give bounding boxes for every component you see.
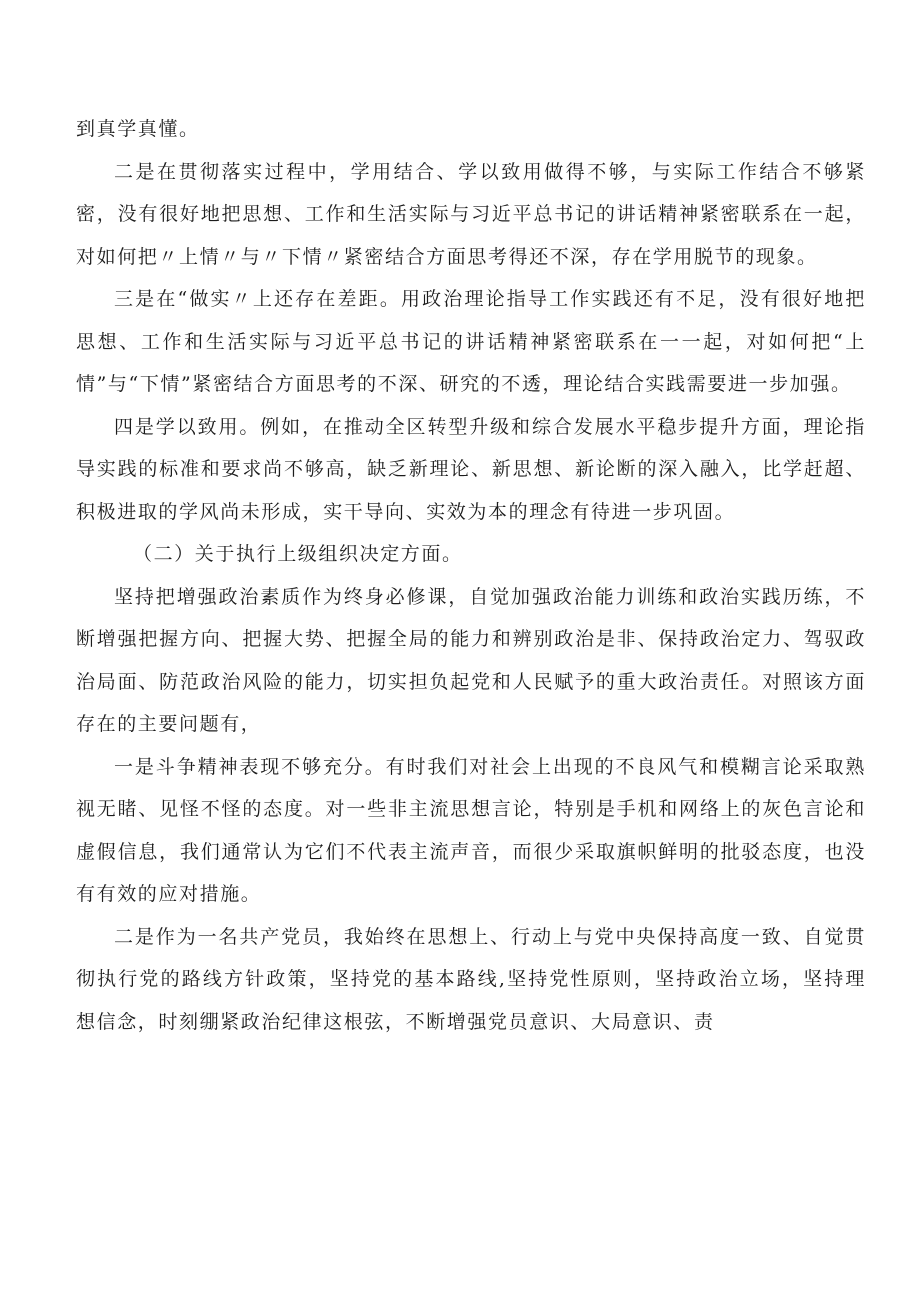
paragraph-point-four: 四是学以致用。例如，在推动全区转型升级和综合发展水平稳步提升方面，理论指导实践的标准和要求尚不够高，缺乏新理论、新思想、新论断的深入融入，比学赶超、积极进取的学风尚未形成，实干导向、实效为本的理念有待进一步巩固。: [76, 415, 866, 523]
section-heading: （二）关于执行上级组织决定方面。: [133, 543, 463, 565]
paragraph-point-three: 三是在“做实〃上还存在差距。用政治理论指导工作实践还有不足，没有很好地把思想、工作和生活实际与习近平总书记的讲话精神紧密联系在一一起，对如何把“上情”与“下情”紧密结合方面思考的不深、研究的不透，理论结合实践需要进一步加强。: [76, 288, 866, 395]
paragraph-point-two: 二是在贯彻落实过程中，学用结合、学以致用做得不够，与实际工作结合不够紧密，没有很好地把思想、工作和生活实际与习近平总书记的讲话精神紧密联系在一起，对如何把〃上情〃与〃下情〃紧密结合方面思考得还不深，存在学用脱节的现象。: [76, 160, 866, 268]
paragraph-issue-one: 一是斗争精神表现不够充分。有时我们对社会上出现的不良风气和模糊言论采取熟视无睹、见怪不怪的态度。对一些非主流思想言论，特别是手机和网络上的灰色言论和虚假信息，我们通常认为它们不代表主流声音，而很少采取旗帜鲜明的批驳态度，也没有有效的应对措施。: [76, 755, 866, 905]
paragraph-section-intro: 坚持把增强政治素质作为终身必修课，自觉加强政治能力训练和政治实践历练，不断增强把握方向、把握大势、把握全局的能力和辨别政治是非、保持政治定力、驾驭政治局面、防范政治风险的能力，切实担负起党和人民赋予的重大政治责任。对照该方面存在的主要问题有，: [76, 585, 866, 735]
paragraph-issue-two: 二是作为一名共产党员，我始终在思想上、行动上与党中央保持高度一致、自觉贯彻执行党的路线方针政策，坚持党的基本路线,坚持党性原则，坚持政治立场，坚持理想信念，时刻绷紧政治纪律这根弦，不断增强党员意识、大局意识、责: [76, 925, 866, 1033]
document-body: [76, 108, 866, 1043]
paragraph-continuation: 到真学真懂。: [76, 118, 200, 140]
